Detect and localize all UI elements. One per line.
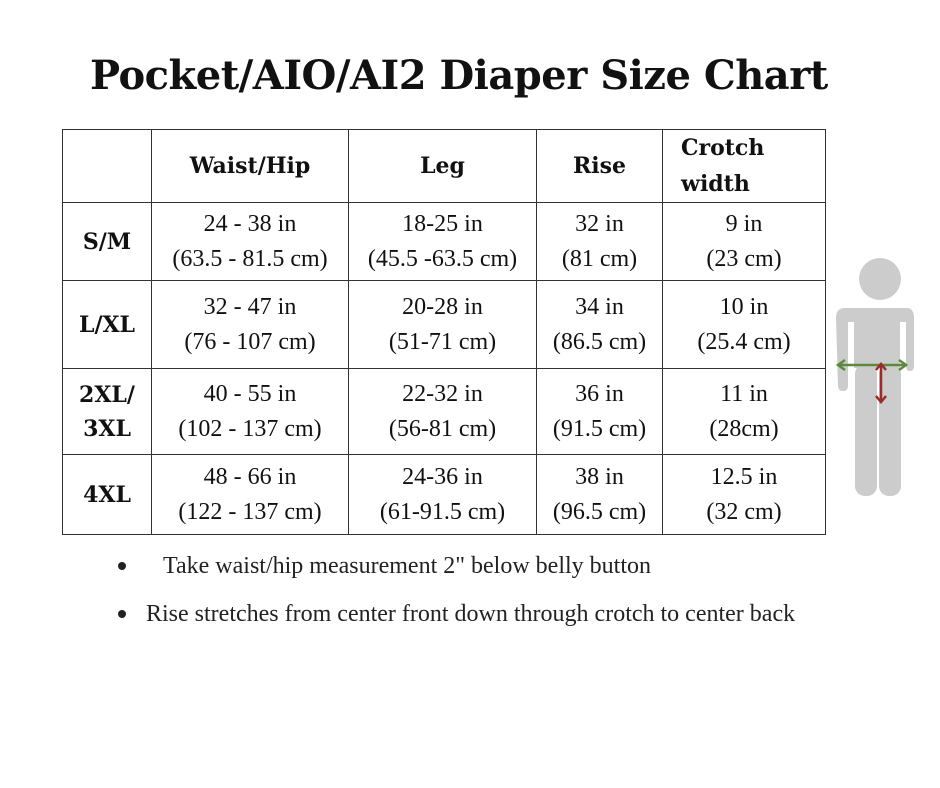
waist-hip-cell xyxy=(152,203,349,281)
cell-line-in: 9 in xyxy=(725,210,763,237)
human-silhouette-icon xyxy=(833,256,915,498)
crotch-width-cell xyxy=(663,203,826,281)
size-label: 4XL xyxy=(63,455,152,535)
cell-line-cm: (86.5 cm) xyxy=(552,328,647,355)
cell-line-in: 32 - 47 in xyxy=(203,293,297,320)
cell-line-in: 24 - 38 in xyxy=(203,210,297,237)
table-row xyxy=(63,203,826,281)
rise-cell xyxy=(537,455,663,535)
cell-line-cm: (25.4 cm) xyxy=(697,328,791,355)
crotch-width-cell xyxy=(663,369,826,455)
header-crotch-width: Crotch width xyxy=(663,130,826,203)
size-chart-table xyxy=(62,129,826,535)
cell-line-cm: (63.5 - 81.5 cm) xyxy=(172,245,328,272)
leg-cell xyxy=(349,455,537,535)
table-row xyxy=(63,369,826,455)
cell-line-in: 18-25 in xyxy=(402,210,483,237)
cell-line-cm: (96.5 cm) xyxy=(552,498,647,525)
cell-line-cm: (76 - 107 cm) xyxy=(184,328,316,355)
cell-line-cm: (81 cm) xyxy=(561,245,638,272)
cell-line-in: 36 in xyxy=(575,380,624,407)
bullet-icon xyxy=(118,562,126,570)
page-title: Pocket/AIO/AI2 Diaper Size Chart xyxy=(90,52,828,99)
cell-line-in: 20-28 in xyxy=(402,293,483,320)
cell-line-in: 12.5 in xyxy=(710,463,778,490)
figure-body xyxy=(836,258,914,496)
leg-cell xyxy=(349,203,537,281)
crotch-width-cell xyxy=(663,281,826,369)
cell-line-cm: (45.5 -63.5 cm) xyxy=(367,245,518,272)
cell-line-cm: (56-81 cm) xyxy=(388,415,497,442)
rise-cell xyxy=(537,281,663,369)
list-item xyxy=(118,548,918,584)
header-waist-hip: Waist/Hip xyxy=(152,130,349,203)
cell-line-in: 48 - 66 in xyxy=(203,463,297,490)
leg-cell xyxy=(349,281,537,369)
cell-line-cm: (32 cm) xyxy=(706,498,782,525)
cell-line-cm: (23 cm) xyxy=(706,245,782,272)
cell-line-in: 22-32 in xyxy=(402,380,483,407)
header-size xyxy=(63,130,152,203)
measurement-notes xyxy=(118,548,918,632)
header-rise: Rise xyxy=(537,130,663,203)
waist-hip-cell xyxy=(152,455,349,535)
table-header-row xyxy=(63,130,826,203)
cell-line-cm: (61-91.5 cm) xyxy=(379,498,506,525)
figure-right-leg xyxy=(879,364,901,496)
table-row xyxy=(63,281,826,369)
note-waist: Take waist/hip measurement 2" below belly button xyxy=(163,553,652,579)
size-label: 2XL/ 3XL xyxy=(63,369,152,455)
crotch-width-cell xyxy=(663,455,826,535)
cell-line-in: 38 in xyxy=(575,463,624,490)
cell-line-in: 24-36 in xyxy=(402,463,483,490)
rise-cell xyxy=(537,369,663,455)
size-label: L/XL xyxy=(63,281,152,369)
figure-head xyxy=(859,258,901,300)
bullet-icon xyxy=(118,610,126,618)
note-rise: Rise stretches from center front down through crotch to center back xyxy=(146,601,796,627)
cell-line-cm: (28cm) xyxy=(709,415,779,442)
cell-line-in: 11 in xyxy=(720,380,768,407)
list-item xyxy=(118,596,918,632)
cell-line-cm: (122 - 137 cm) xyxy=(178,498,322,525)
waist-hip-cell xyxy=(152,369,349,455)
cell-line-cm: (51-71 cm) xyxy=(388,328,497,355)
cell-line-in: 10 in xyxy=(719,293,769,320)
cell-line-in: 34 in xyxy=(575,293,624,320)
figure-left-leg xyxy=(855,364,877,496)
cell-line-cm: (91.5 cm) xyxy=(552,415,647,442)
header-leg: Leg xyxy=(349,130,537,203)
cell-line-in: 32 in xyxy=(575,210,624,237)
leg-cell xyxy=(349,369,537,455)
cell-line-cm: (102 - 137 cm) xyxy=(178,415,322,442)
cell-line-in: 40 - 55 in xyxy=(203,380,297,407)
rise-cell xyxy=(537,203,663,281)
size-label: S/M xyxy=(63,203,152,281)
table-row xyxy=(63,455,826,535)
waist-hip-cell xyxy=(152,281,349,369)
